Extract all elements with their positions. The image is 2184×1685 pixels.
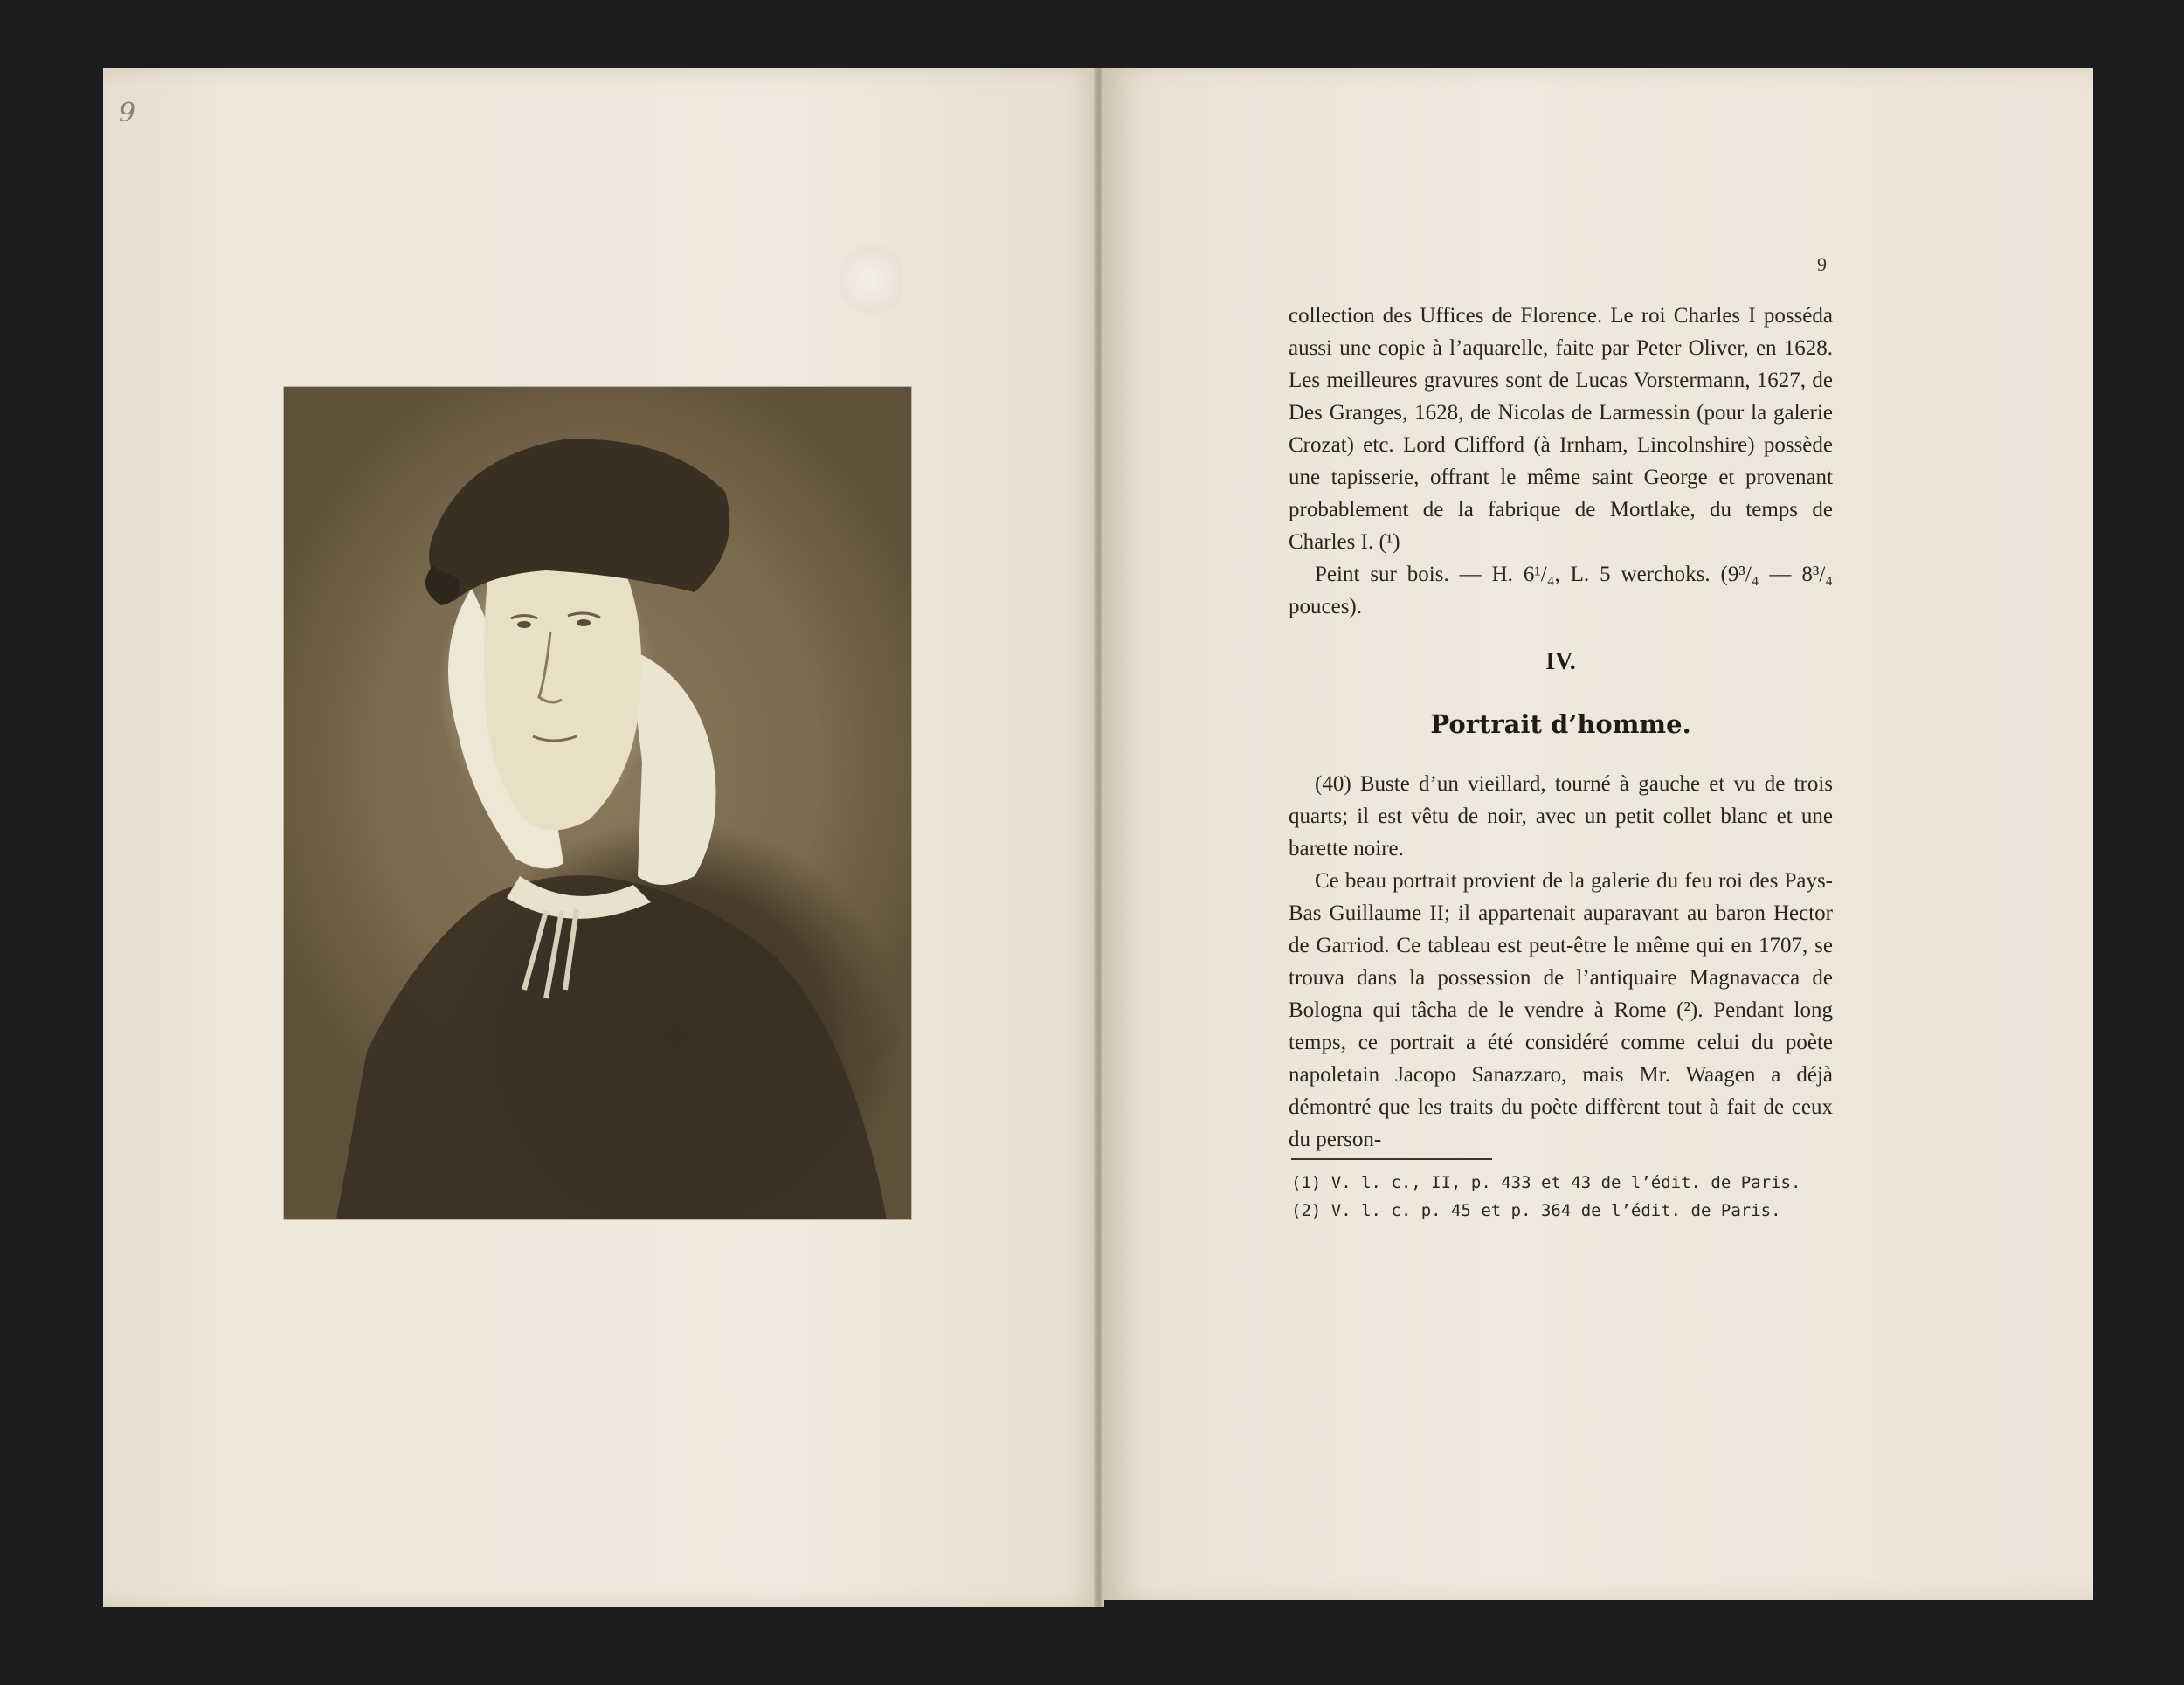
paragraph-continuation: collection des Uffices de Florence. Le roi Charles I posséda aussi une copie à l’aquarelle, faite par Peter Oliver, en 1628. Les meilleures gravures sont de Lucas Vorstermann, 1627, de Des Granges, 1628, de Nicolas de Larmessin (pour la galerie Crozat) etc. Lord Clifford (à Irnham, Lincolnshire) possède une tapisserie, offrant le même saint George et provenant probablement de la fabrique de Mortlake, du temps de Charles I. (¹) [1289,304,1833,554]
page-number: 9 [1817,253,1827,275]
embossed-stamp [840,245,902,314]
pencil-page-mark: 9 [119,98,136,128]
paragraph-description: (40) Buste d’un vieillard, tourné à gauche et vu de trois quarts; il est vêtu de noir, avec un petit collet blanc et une barette noire. [1289,772,1833,860]
body-text-bottom [1289,768,1833,1156]
section-number: IV. [1545,648,1576,675]
section-title: Portrait d’homme. [1430,709,1691,739]
paragraph-provenance: Ce beau portrait provient de la galerie du feu roi des Pays-Bas Guillaume II; il appartenait auparavant au baron Hector de Garriod. Ce tableau est peut-être le même qui en 1707, se trouva dans la possession de l’antiquaire Magnavacca de Bologna qui tâcha de le vendre à Rome (²). Pendant long temps, ce portrait a été considéré comme celui du poète napoletain Jacopo Sanazzaro, mais Mr. Waagen a déjà démontré que les traits du poète diffèrent tout à fait de ceux du person- [1289,869,1833,1151]
portrait-photograph-plate [284,387,911,1219]
paragraph-dimensions: Peint sur bois. — H. 6¹/₄, L. 5 werchoks. (9³/₄ — 8³/₄ pouces). [1289,563,1833,618]
footnote-rule [1291,1158,1492,1160]
footnote-1: (1) V. l. c., II, p. 433 et 43 de l’édit. de Paris. [1291,1173,1801,1192]
footnote-2: (2) V. l. c. p. 45 et p. 364 de l’édit. de Paris. [1291,1201,1781,1220]
portrait-photograph-icon [284,387,911,1219]
footnotes [1291,1169,1833,1225]
body-text-top [1289,300,1833,623]
